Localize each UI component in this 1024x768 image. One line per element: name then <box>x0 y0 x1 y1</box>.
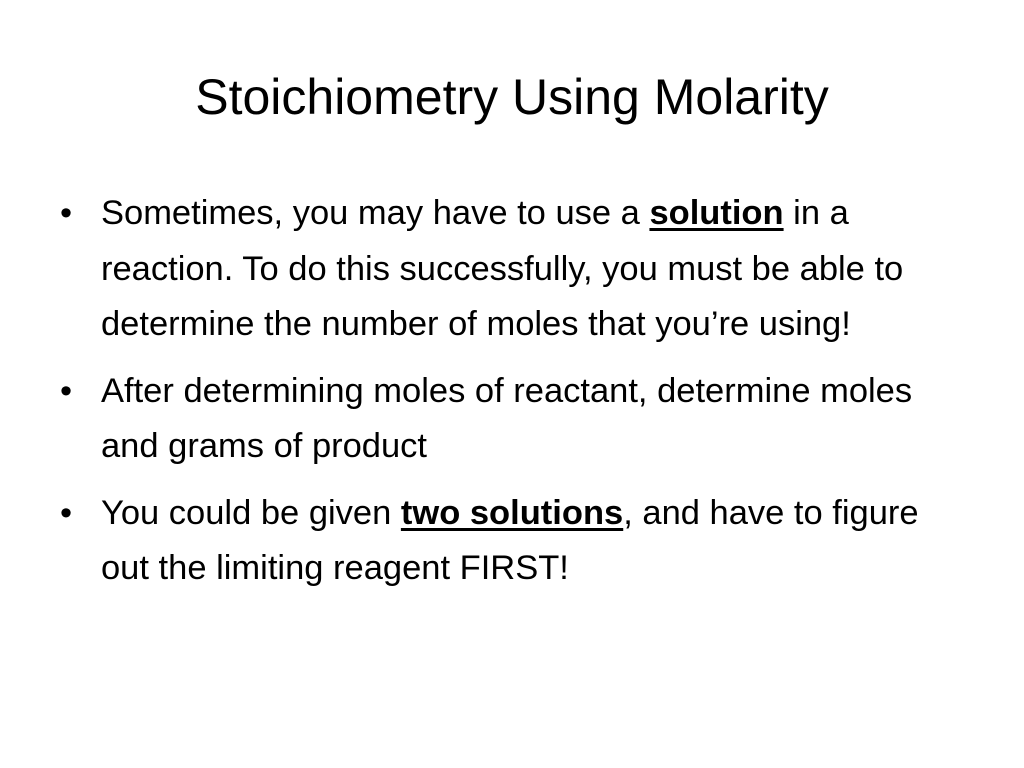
emphasis-solution: solution <box>649 194 784 232</box>
emphasis-two-solutions: two solutions <box>400 493 624 532</box>
bullet-item-moles <box>60 364 965 475</box>
bullet-item-two-solutions <box>60 486 965 597</box>
bullet-icon: • <box>60 371 73 410</box>
bullet-text-start: Sometimes, you may have to use a <box>101 194 650 232</box>
bullet-text: After determining moles of reactant, determine moles and grams of product <box>101 371 913 465</box>
bullet-icon: • <box>60 493 73 532</box>
bullet-text-end: in a reaction. To do this successfully, you must be able to determine the number of moles that you’re using! <box>101 194 904 343</box>
bullet-list <box>60 186 965 608</box>
bullet-item-solution <box>60 186 965 353</box>
bullet-icon: • <box>60 194 73 232</box>
slide-title: Stoichiometry Using Molarity <box>195 69 829 125</box>
bullet-text-start: You could be given <box>101 493 401 532</box>
bullet-text-end: , and have to figure out the limiting reagent FIRST! <box>101 493 919 587</box>
